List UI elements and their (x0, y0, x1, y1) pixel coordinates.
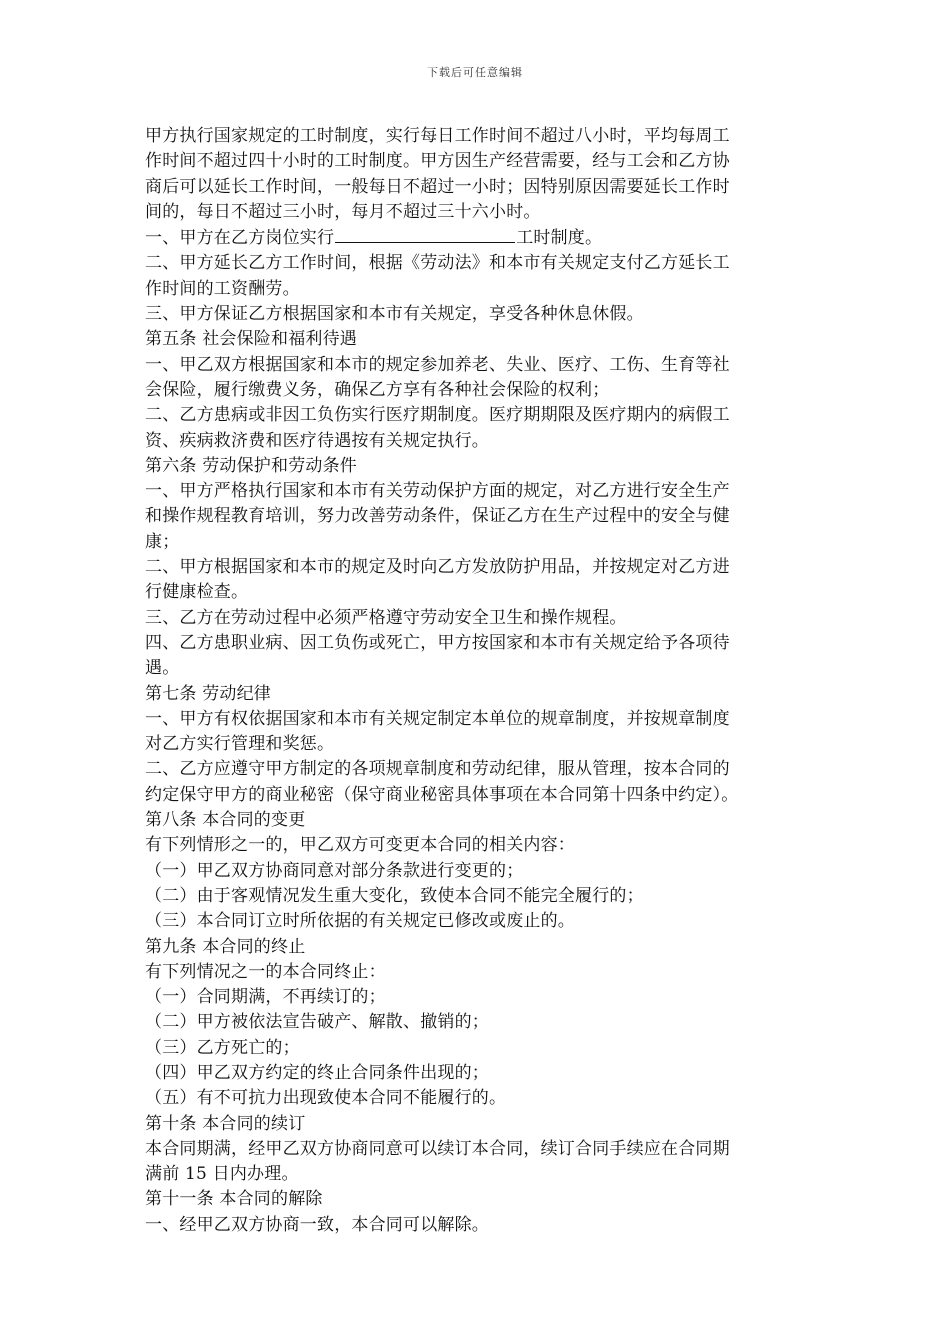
section-heading: 第六条 劳动保护和劳动条件 (145, 455, 358, 476)
text-line: 会保险，履行缴费义务，确保乙方享有各种社会保险的权利； (145, 379, 610, 400)
document-body (145, 124, 815, 1238)
text-line: 遇。 (145, 658, 180, 679)
text-line: 甲方执行国家规定的工时制度，实行每日工作时间不超过八小时，平均每周工 (145, 126, 730, 146)
text-line: 三、甲方保证乙方根据国家和本市有关规定，享受各种休息休假。 (145, 304, 644, 325)
text-line: 间的，每日不超过三小时，每月不超过三十六小时。 (145, 201, 541, 222)
text-line: 康； (145, 531, 180, 552)
section-heading: 第七条 劳动纪律 (145, 683, 272, 704)
text-line: 行健康检查。 (145, 582, 249, 603)
fill-in-blank[interactable] (335, 225, 515, 243)
text-line: 作时间的工资酬劳。 (145, 278, 300, 299)
text-line: 二、乙方应遵守甲方制定的各项规章制度和劳动纪律，服从管理，按本合同的 (145, 759, 730, 780)
list-item: （三）本合同订立时所依据的有关规定已修改或废止的。 (145, 911, 575, 932)
text-line: 商后可以延长工作时间，一般每日不超过一小时；因特别原因需要延长工作时 (145, 176, 730, 197)
section-heading: 第九条 本合同的终止 (145, 936, 306, 957)
list-item: （三）乙方死亡的； (145, 1037, 300, 1058)
list-item: （一）合同期满，不再续订的； (145, 987, 386, 1008)
list-item: （四）甲乙双方约定的终止合同条件出现的； (145, 1062, 489, 1083)
text-line: 四、乙方患职业病、因工负伤或死亡，甲方按国家和本市有关规定给予各项待 (145, 632, 730, 653)
header-note: 下载后可任意编辑 (427, 66, 523, 79)
list-item: （一）甲乙双方协商同意对部分条款进行变更的； (145, 860, 524, 881)
text-line: 二、甲方根据国家和本市的规定及时向乙方发放防护用品，并按规定对乙方进 (145, 557, 730, 578)
text-line: 满前 15 日内办理。 (145, 1164, 299, 1185)
clause-suffix: 工时制度。 (516, 228, 603, 249)
text-line: 作时间不超过四十小时的工时制度。甲方因生产经营需要，经与工会和乙方协 (145, 151, 730, 172)
text-line: 一、经甲乙双方协商一致，本合同可以解除。 (145, 1214, 489, 1235)
text-line: 一、甲方严格执行国家和本市有关劳动保护方面的规定，对乙方进行安全生产 (145, 481, 730, 502)
text-line: 和操作规程教育培训，努力改善劳动条件，保证乙方在生产过程中的安全与健 (145, 506, 730, 527)
list-item: （五）有不可抗力出现致使本合同不能履行的。 (145, 1088, 507, 1109)
list-item: （二）甲方被依法宣告破产、解散、撤销的； (145, 1012, 489, 1033)
text-line: 一、甲方有权依据国家和本市有关规定制定本单位的规章制度，并按规章制度 (145, 708, 730, 729)
text-line: 二、甲方延长乙方工作时间，根据《劳动法》和本市有关规定支付乙方延长工 (145, 253, 730, 274)
text-line: 有下列情形之一的，甲乙双方可变更本合同的相关内容： (145, 835, 575, 856)
work-hours-clause (145, 225, 815, 251)
section-heading: 第十条 本合同的续订 (145, 1113, 306, 1134)
list-item: （二）由于客观情况发生重大变化，致使本合同不能完全履行的； (145, 885, 644, 906)
section-heading: 第五条 社会保险和福利待遇 (145, 329, 358, 350)
clause-prefix: 一、甲方在乙方岗位实行 (145, 228, 335, 249)
section-heading: 第十一条 本合同的解除 (145, 1189, 323, 1210)
text-line: 约定保守甲方的商业秘密（保守商业秘密具体事项在本合同第十四条中约定）。 (145, 784, 739, 805)
section-heading: 第八条 本合同的变更 (145, 810, 306, 831)
text-line: 二、乙方患病或非因工负伤实行医疗期制度。医疗期期限及医疗期内的病假工 (145, 405, 730, 426)
text-line: 三、乙方在劳动过程中必须严格遵守劳动安全卫生和操作规程。 (145, 607, 627, 628)
text-line: 本合同期满，经甲乙双方协商同意可以续订本合同，续订合同手续应在合同期 (145, 1138, 730, 1159)
text-line: 一、甲乙双方根据国家和本市的规定参加养老、失业、医疗、工伤、生育等社 (145, 354, 730, 375)
text-line: 资、疾病救济费和医疗待遇按有关规定执行。 (145, 430, 489, 451)
text-line: 有下列情况之一的本合同终止： (145, 961, 386, 982)
text-line: 对乙方实行管理和奖惩。 (145, 734, 335, 755)
